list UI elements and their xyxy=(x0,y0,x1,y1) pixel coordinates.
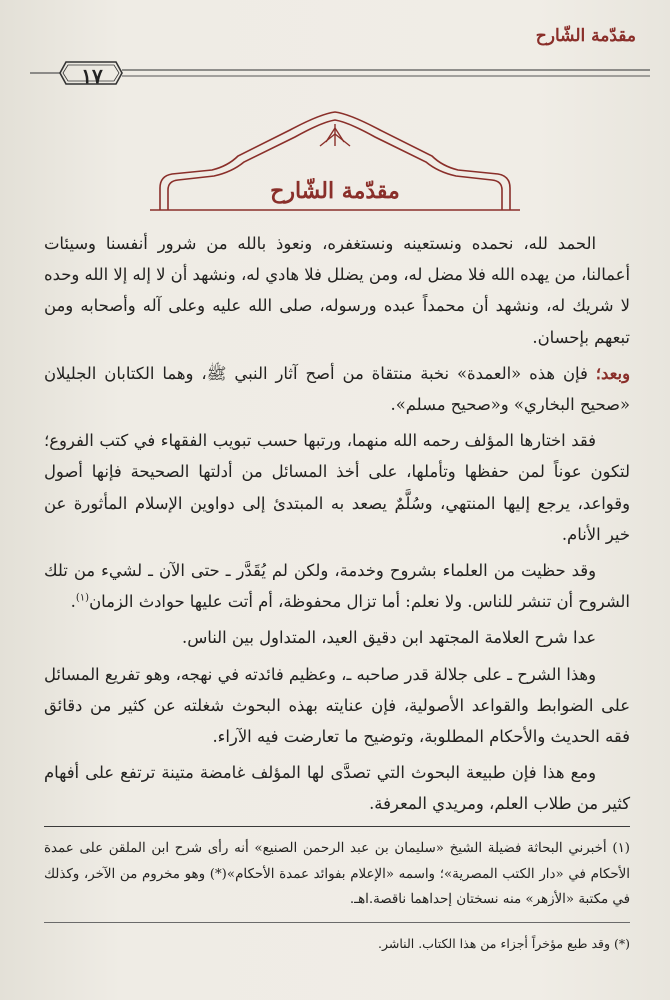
paragraph-text: عدا شرح العلامة المجتهد ابن دقيق العيد، المتداول بين الناس. xyxy=(182,628,596,648)
paragraph-lead: وبعد؛ xyxy=(595,363,630,383)
paragraph-5 xyxy=(44,622,630,653)
paragraph-text: فقد اختارها المؤلف رحمه الله منهما، ورتبها حسب تبويب الفقهاء في كتب الفروع؛ لتكون عوناً لمن حفظها وتأملها، على أخذ المسائل من أدلتها الصحيحة فإنها أصول وقواعد، يرجع إليها المنتهي، وسُلَّمٌ يصعد به المبتدئ إلى دواوين الإسلام المأثورة عن خير الأنام. xyxy=(44,431,630,544)
header-rule xyxy=(30,58,650,98)
publisher-note-divider xyxy=(44,922,630,923)
page-number: ١٧ xyxy=(81,64,103,88)
footnote-divider xyxy=(44,826,630,827)
footnote-1: (١) أخبرني البحاثة فضيلة الشيخ «سليمان بن عبد الرحمن الصنيع» أنه رأى شرح ابن الملقن على عمدة الأحكام في «دار الكتب المصرية»؛ واسمه «الإعلام بفوائد عمدة الأحكام»(*) وهو مخروم من الآخر، وكذلك في مكتبة «الأزهر» منه نسختان إحداهما ناقصة.اهـ. xyxy=(44,841,630,907)
paragraph-7 xyxy=(44,757,630,819)
footnotes xyxy=(44,836,630,913)
paragraph-text: ومع هذا فإن طبيعة البحوث التي تصدَّى لها المؤلف غامضة متينة ترتفع على أفهام كثير من طلاب العلم، ومريدي المعرفة. xyxy=(44,763,630,814)
footnote-marker[interactable]: (١) xyxy=(75,592,90,604)
paragraph-1 xyxy=(44,228,630,353)
running-title: مقدّمة الشّارح xyxy=(535,26,636,46)
paragraph-text: وهذا الشرح ـ على جلالة قدر صاحبه ـ، وعظيم فائدته في نهجه، وهو تفريع المسائل على الضوابط والقواعد الأصولية، فإن عنايته بهذه البحوث شغلته عن كثير من دقائق فقه الحديث والأحكام المطلوبة، وتوضيح ما تعارضت فيه الآراء. xyxy=(44,664,630,747)
paragraph-4 xyxy=(44,555,630,617)
paragraph-text: الحمد لله، نحمده ونستعينه ونستغفره، ونعوذ بالله من شرور أنفسنا وسيئات أعمالنا، من يهده الله فلا مضل له، ومن يضلل فلا هادي له، ونشهد أن لا إله إلا الله وحده لا شريك له، ونشهد أن محمداً عبده ورسوله، صلى الله عليه وعلى آله وأصحابه ومن تبعهم بإحسان. xyxy=(44,234,630,347)
main-text xyxy=(44,228,630,825)
paragraph-text: فإن هذه «العمدة» نخبة منتقاة من أصح آثار النبي ﷺ، وهما الكتابان الجليلان «صحيح البخاري» و«صحيح مسلم». xyxy=(44,363,630,415)
paragraph-6 xyxy=(44,659,630,753)
paragraph-2 xyxy=(44,358,630,420)
section-title: مقدّمة الشّارح xyxy=(270,178,400,204)
paragraph-3 xyxy=(44,425,630,550)
paragraph-tail: . xyxy=(70,592,76,612)
paragraph-text: وقد حظيت من العلماء بشروح وخدمة، ولكن لم يُقَدَّر ـ حتى الآن ـ لشيء من تلك الشروح أن تنشر للناس. ولا نعلم: أما تزال محفوظة، أم أتت عليها حوادث الزمان xyxy=(44,561,630,612)
publisher-note: (*) وقد طبع مؤخراً أجزاء من هذا الكتاب. الناشر. xyxy=(378,936,630,951)
